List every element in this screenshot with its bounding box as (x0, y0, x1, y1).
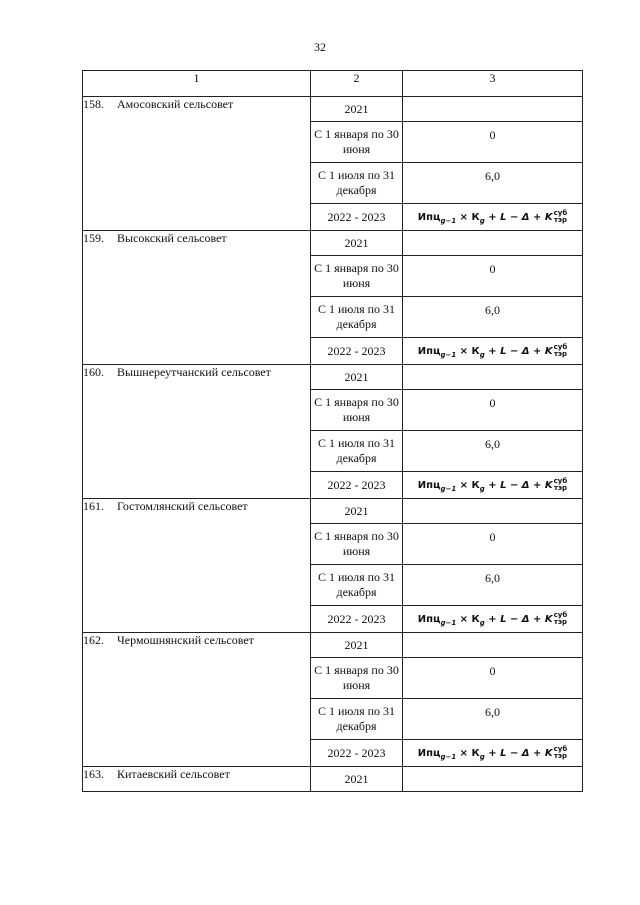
formula-k: К (471, 747, 480, 759)
formula (417, 610, 568, 627)
value-cell (403, 524, 583, 565)
formula-base: Ипц (417, 211, 441, 223)
formula-k2-sub: тэр (553, 349, 568, 358)
formula-plus-l: + L − Δ + (488, 747, 542, 759)
table-row (83, 97, 583, 122)
settlement-cell (83, 633, 311, 767)
settlement-name: Вышнереутчанский сельсовет (117, 365, 271, 379)
empty-cell (403, 767, 583, 792)
formula-base-sub: g−1 (440, 484, 457, 493)
formula-k2-sub: тэр (553, 483, 568, 492)
period-cell: С 1 января по 30 июня (311, 256, 403, 297)
settlement-name: Гостомлянский сельсовет (117, 499, 248, 513)
tariff-table (82, 70, 583, 792)
settlement-name: Китаевский сельсовет (117, 767, 230, 781)
formula-plus-l: + L − Δ + (488, 613, 542, 625)
formula-k2-sup: суб (553, 610, 568, 619)
value-cell (403, 163, 583, 204)
formula-cell (403, 204, 583, 231)
value-text: 6,0 (485, 169, 500, 183)
formula-times: × (459, 479, 469, 491)
header-cell-2: 2 (311, 71, 403, 97)
settlement-cell (83, 365, 311, 499)
value-cell (403, 565, 583, 606)
value-text: 0 (489, 664, 496, 678)
formula-cell (403, 606, 583, 633)
range-cell: 2022 - 2023 (311, 740, 403, 767)
year-cell: 2021 (311, 231, 403, 256)
period-cell: С 1 июля по 31 декабря (311, 163, 403, 204)
formula-k2-sub: тэр (553, 751, 568, 760)
empty-cell (403, 499, 583, 524)
empty-cell (403, 365, 583, 390)
formula-cell (403, 740, 583, 767)
row-number: 162. (83, 633, 104, 647)
value-cell (403, 390, 583, 431)
value-cell (403, 122, 583, 163)
formula (417, 342, 568, 359)
value-cell (403, 297, 583, 338)
formula-plus-l: + L − Δ + (488, 211, 542, 223)
formula-times: × (459, 747, 469, 759)
formula-base: Ипц (417, 747, 441, 759)
value-text: 6,0 (485, 437, 500, 451)
year-cell: 2021 (311, 767, 403, 792)
settlement-cell (83, 767, 311, 792)
header-row (83, 71, 583, 97)
formula-base: Ипц (417, 479, 441, 491)
empty-cell (403, 633, 583, 658)
value-text: 6,0 (485, 705, 500, 719)
range-cell: 2022 - 2023 (311, 472, 403, 499)
value-text: 6,0 (485, 303, 500, 317)
formula-base: Ипц (417, 345, 441, 357)
value-cell (403, 431, 583, 472)
table-row (83, 767, 583, 792)
formula-k-sub: g (479, 350, 485, 359)
formula-cell (403, 338, 583, 365)
year-cell: 2021 (311, 633, 403, 658)
period-cell: С 1 июля по 31 декабря (311, 565, 403, 606)
formula-base-sub: g−1 (440, 752, 457, 761)
formula-k: К (471, 345, 480, 357)
value-cell (403, 699, 583, 740)
formula-k: К (471, 211, 480, 223)
year-cell: 2021 (311, 365, 403, 390)
formula-k2: K (544, 613, 553, 625)
value-cell (403, 658, 583, 699)
year-cell: 2021 (311, 499, 403, 524)
period-cell: С 1 января по 30 июня (311, 390, 403, 431)
formula-k2-sub: тэр (553, 215, 568, 224)
value-text: 0 (489, 262, 496, 276)
table-row (83, 499, 583, 524)
formula-k-sub: g (479, 752, 485, 761)
value-text: 0 (489, 128, 496, 142)
value-text: 0 (489, 530, 496, 544)
formula-k2-sub: тэр (553, 617, 568, 626)
formula-k2: K (544, 345, 553, 357)
formula-k-sub: g (479, 484, 485, 493)
range-cell: 2022 - 2023 (311, 338, 403, 365)
range-cell: 2022 - 2023 (311, 204, 403, 231)
formula-plus-l: + L − Δ + (488, 479, 542, 491)
value-text: 6,0 (485, 571, 500, 585)
row-number: 159. (83, 231, 104, 245)
settlement-cell (83, 97, 311, 231)
formula-times: × (459, 345, 469, 357)
formula-base: Ипц (417, 613, 441, 625)
formula (417, 476, 568, 493)
formula-k-sub: g (479, 618, 485, 627)
table-row (83, 231, 583, 256)
formula-base-sub: g−1 (440, 618, 457, 627)
settlement-name: Чермошнянский сельсовет (117, 633, 254, 647)
settlement-name: Амосовский сельсовет (117, 97, 234, 111)
period-cell: С 1 января по 30 июня (311, 524, 403, 565)
formula-k2-sup: суб (553, 476, 568, 485)
period-cell: С 1 июля по 31 декабря (311, 297, 403, 338)
table-row (83, 365, 583, 390)
period-cell: С 1 июля по 31 декабря (311, 699, 403, 740)
formula-cell (403, 472, 583, 499)
formula-plus-l: + L − Δ + (488, 345, 542, 357)
settlement-cell (83, 499, 311, 633)
range-cell: 2022 - 2023 (311, 606, 403, 633)
row-number: 161. (83, 499, 104, 513)
formula-k2-sup: суб (553, 744, 568, 753)
formula-k2-sup: суб (553, 208, 568, 217)
settlement-cell (83, 231, 311, 365)
value-cell (403, 256, 583, 297)
formula-times: × (459, 211, 469, 223)
formula-k2-sup: суб (553, 342, 568, 351)
header-cell-3: 3 (403, 71, 583, 97)
formula (417, 208, 568, 225)
year-cell: 2021 (311, 97, 403, 122)
period-cell: С 1 июля по 31 декабря (311, 431, 403, 472)
period-cell: С 1 января по 30 июня (311, 122, 403, 163)
formula-base-sub: g−1 (440, 350, 457, 359)
formula-k2: K (544, 479, 553, 491)
formula-k-sub: g (479, 216, 485, 225)
row-number: 158. (83, 97, 104, 111)
formula-k2: K (544, 211, 553, 223)
settlement-name: Высокский сельсовет (117, 231, 227, 245)
page-number: 32 (314, 40, 326, 54)
formula-times: × (459, 613, 469, 625)
value-text: 0 (489, 396, 496, 410)
table-row (83, 633, 583, 658)
formula-base-sub: g−1 (440, 216, 457, 225)
row-number: 163. (83, 767, 104, 781)
formula-k2: K (544, 747, 553, 759)
empty-cell (403, 231, 583, 256)
formula (417, 744, 568, 761)
formula-k: К (471, 613, 480, 625)
empty-cell (403, 97, 583, 122)
row-number: 160. (83, 365, 104, 379)
period-cell: С 1 января по 30 июня (311, 658, 403, 699)
formula-k: К (471, 479, 480, 491)
header-cell-1: 1 (83, 71, 311, 97)
